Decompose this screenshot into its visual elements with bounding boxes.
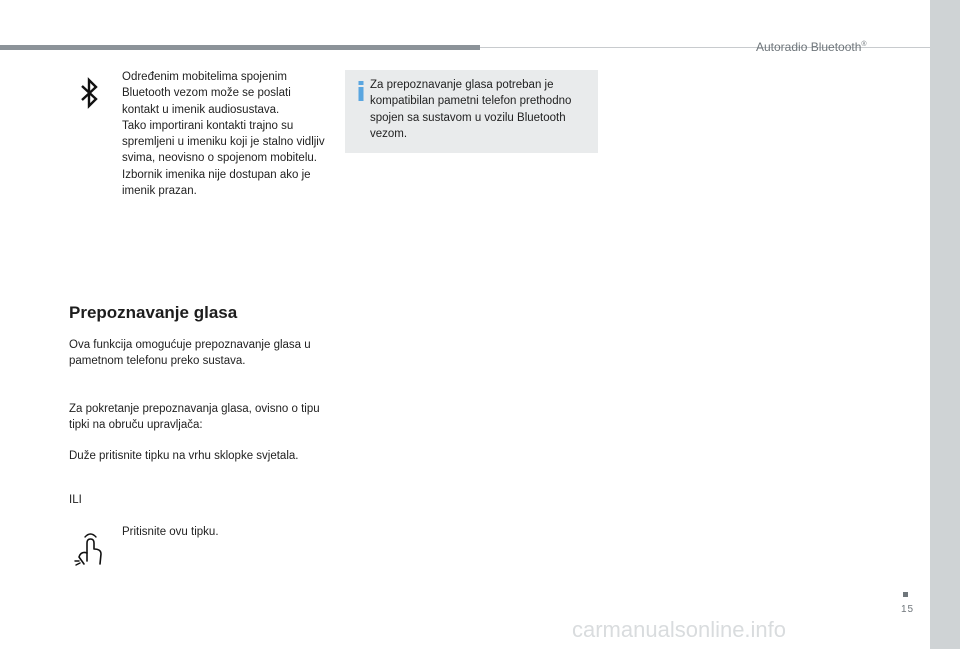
header-title: Autoradio Bluetooth® xyxy=(756,40,867,54)
bluetooth-note-text xyxy=(122,69,327,199)
section-title: Prepoznavanje glasa xyxy=(69,303,238,322)
info-icon xyxy=(357,81,365,101)
page-number: 15 xyxy=(901,604,915,615)
bluetooth-note-line: Izbornik imenika nije dostupan ako je imenik prazan. xyxy=(122,168,311,198)
info-box xyxy=(345,70,598,153)
watermark: carmanualsonline.info xyxy=(572,617,787,642)
side-margin-bar xyxy=(930,0,960,649)
or-separator: ILI xyxy=(69,494,82,506)
hand-press-icon xyxy=(73,531,107,567)
paragraph: Za pokretanje prepoznavanja glasa, ovisno o tipu tipki na obruču upravljača: xyxy=(69,403,320,432)
paragraph: Ova funkcija omogućuje prepoznavanje glasa u pametnom telefonu preko sustava. xyxy=(69,339,311,368)
press-button-text: Pritisnite ovu tipku. xyxy=(122,526,219,538)
info-box-text: Za prepoznavanje glasa potreban je kompatibilan pametni telefon prethodno spojen sa sustavom u vozilu Bluetooth vezom. xyxy=(370,79,572,140)
bluetooth-icon xyxy=(78,76,102,110)
bluetooth-note-line: Određenim mobitelima spojenim Bluetooth vezom može se poslati kontakt u imenik audiosustava. xyxy=(122,71,291,116)
paragraph: Duže pritisnite tipku na vrhu sklopke svjetala. xyxy=(69,450,299,462)
header-rule xyxy=(0,45,480,50)
page-marker xyxy=(903,592,908,597)
bluetooth-note-line: Tako importirani kontakti trajno su spremljeni u imeniku koji je stalno vidljiv svima, neovisno o spojenom mobitelu. xyxy=(122,119,325,165)
